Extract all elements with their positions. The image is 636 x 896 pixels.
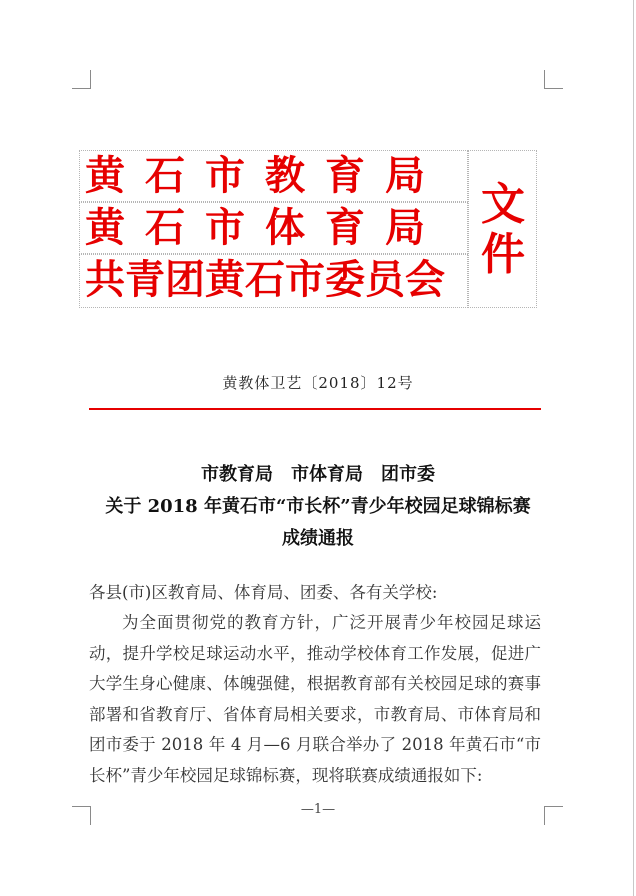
issuer-sports-bureau: 黄石市体育局	[85, 204, 445, 251]
title-type: 成绩通报	[282, 528, 354, 549]
title-subject: 关于 2018 年黄石市“市长杯”青少年校园足球锦标赛	[105, 496, 531, 517]
document-number: 黄教体卫艺〔2018〕12号	[222, 374, 414, 392]
margin-corner-top-right	[544, 70, 563, 89]
margin-corner-top-left	[72, 70, 91, 89]
page-number: —1—	[300, 802, 336, 817]
page-edge	[633, 0, 634, 896]
document-suffix: 文件	[481, 179, 525, 280]
title-issuers: 市教育局 市体育局 团市委	[201, 464, 435, 485]
salutation: 各县(市)区教育局、体育局、团委、各有关学校:	[89, 583, 438, 602]
red-divider-line	[89, 408, 541, 410]
issuer-youth-league: 共青团黄石市委员会	[85, 256, 445, 303]
red-header-table	[79, 150, 537, 308]
body-paragraph: 为全面贯彻党的教育方针，广泛开展青少年校园足球运动，提升学校足球运动水平，推动学校体育工作发展，促进广大学生身心健康、体魄强健，根据教育部有关校园足球的赛事部署和省教育厅、省体育局相关要求，市教育局、市体育局和团市委于 2018 年 4 月—6 月联合举办了 2018 年黄石市“市长杯”青少年校园足球锦标赛，现将联赛成绩通报如下:	[89, 613, 541, 785]
issuer-education-bureau: 黄石市教育局	[85, 152, 445, 199]
